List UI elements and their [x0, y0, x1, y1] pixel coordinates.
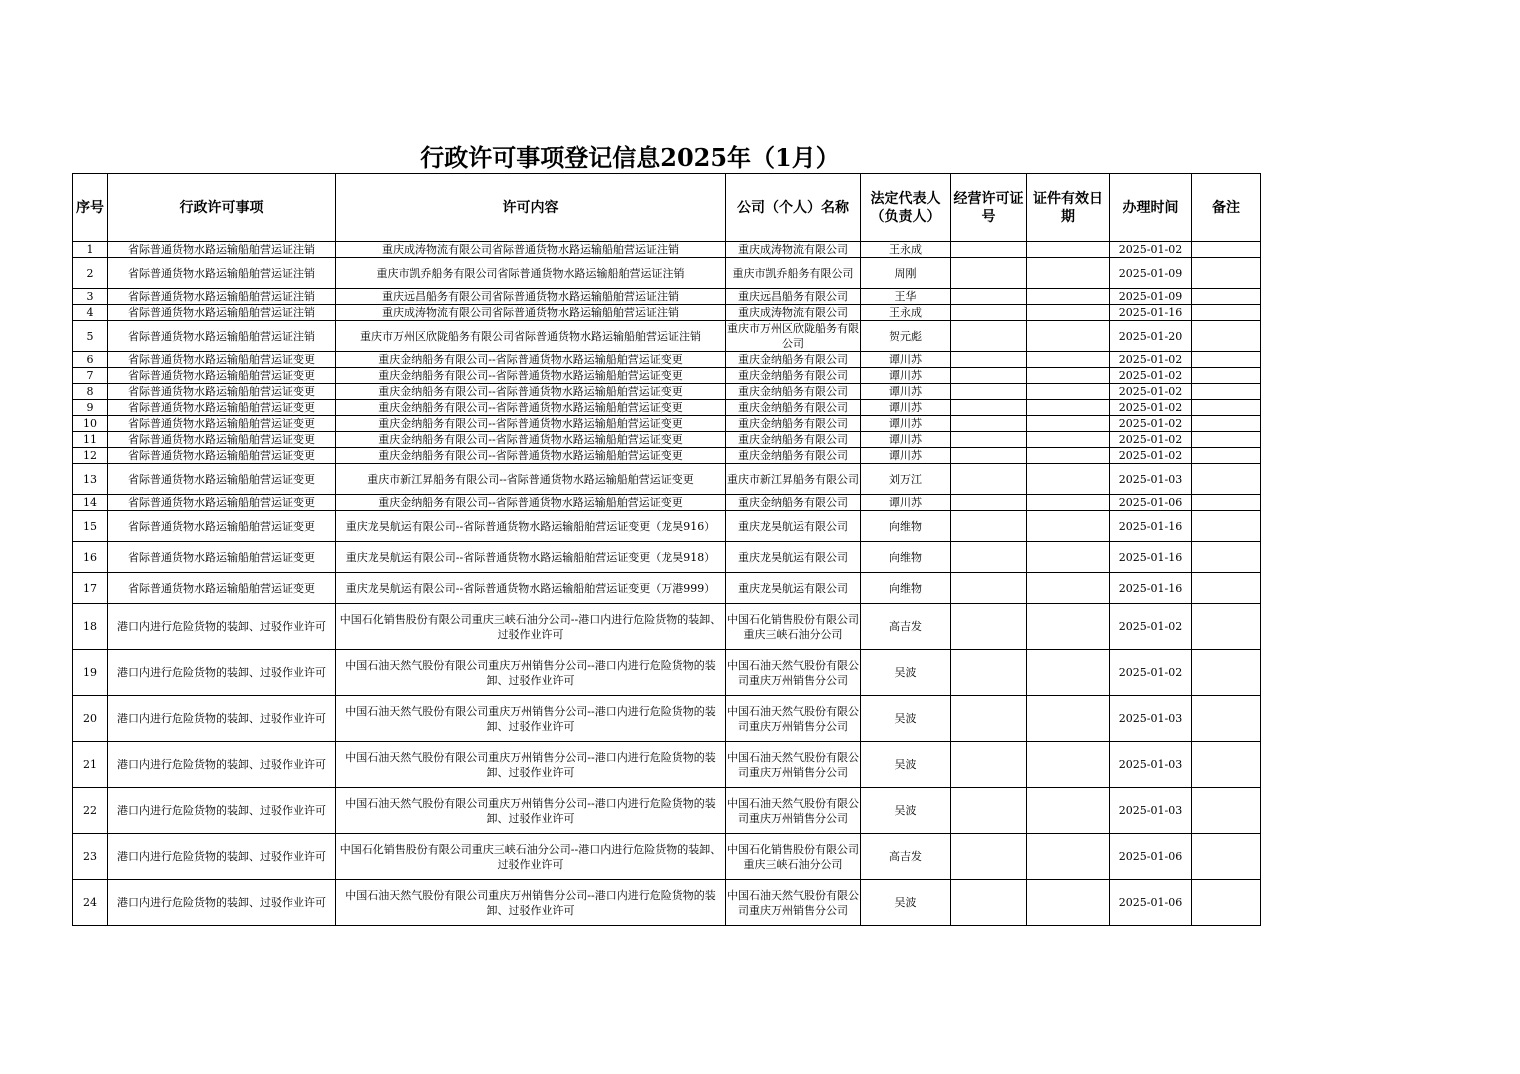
cell-representative: 谭川苏: [861, 432, 951, 448]
cell-valid-date: [1027, 289, 1110, 305]
cell-handle-date: 2025-01-02: [1110, 604, 1192, 650]
cell-representative: 王永成: [861, 242, 951, 258]
cell-representative: 王永成: [861, 305, 951, 321]
cell-handle-date: 2025-01-03: [1110, 742, 1192, 788]
cell-remark: [1192, 742, 1261, 788]
cell-handle-date: 2025-01-06: [1110, 834, 1192, 880]
cell-remark: [1192, 258, 1261, 289]
cell-license-no: [951, 880, 1027, 926]
table-row: [73, 258, 1261, 289]
cell-valid-date: [1027, 305, 1110, 321]
cell-remark: [1192, 604, 1261, 650]
cell-license-no: [951, 368, 1027, 384]
cell-permit-content: 重庆龙昊航运有限公司--省际普通货物水路运输船舶营运证变更（龙昊918）: [336, 542, 726, 573]
cell-representative: 吴波: [861, 696, 951, 742]
header-cell: 公司（个人）名称: [726, 174, 861, 242]
table-row: [73, 432, 1261, 448]
cell-number: 1: [73, 242, 108, 258]
cell-license-no: [951, 495, 1027, 511]
cell-remark: [1192, 432, 1261, 448]
header-cell: 证件有效日期: [1027, 174, 1110, 242]
cell-number: 11: [73, 432, 108, 448]
cell-valid-date: [1027, 650, 1110, 696]
cell-handle-date: 2025-01-03: [1110, 464, 1192, 495]
cell-permit-item: 港口内进行危险货物的装卸、过驳作业许可: [108, 788, 336, 834]
cell-permit-content: 重庆金纳船务有限公司--省际普通货物水路运输船舶营运证变更: [336, 448, 726, 464]
cell-remark: [1192, 511, 1261, 542]
cell-number: 19: [73, 650, 108, 696]
cell-permit-item: 省际普通货物水路运输船舶营运证变更: [108, 511, 336, 542]
cell-license-no: [951, 289, 1027, 305]
cell-permit-content: 中国石油天然气股份有限公司重庆万州销售分公司--港口内进行危险货物的装卸、过驳作业许可: [336, 696, 726, 742]
cell-number: 3: [73, 289, 108, 305]
header-cell: 办理时间: [1110, 174, 1192, 242]
cell-representative: 王华: [861, 289, 951, 305]
cell-permit-content: 重庆金纳船务有限公司--省际普通货物水路运输船舶营运证变更: [336, 400, 726, 416]
cell-handle-date: 2025-01-16: [1110, 305, 1192, 321]
cell-permit-item: 港口内进行危险货物的装卸、过驳作业许可: [108, 604, 336, 650]
table-row: [73, 242, 1261, 258]
cell-permit-item: 港口内进行危险货物的装卸、过驳作业许可: [108, 742, 336, 788]
cell-number: 5: [73, 321, 108, 352]
cell-number: 18: [73, 604, 108, 650]
cell-license-no: [951, 650, 1027, 696]
cell-permit-content: 中国石油天然气股份有限公司重庆万州销售分公司--港口内进行危险货物的装卸、过驳作业许可: [336, 788, 726, 834]
cell-handle-date: 2025-01-03: [1110, 696, 1192, 742]
cell-number: 6: [73, 352, 108, 368]
page-title: 行政许可事项登记信息2025年（1月）: [420, 143, 840, 172]
header-cell: 经营许可证号: [951, 174, 1027, 242]
table-header-row: [73, 174, 1261, 242]
cell-valid-date: [1027, 352, 1110, 368]
cell-remark: [1192, 384, 1261, 400]
cell-company: 重庆龙昊航运有限公司: [726, 542, 861, 573]
header-cell: 序号: [73, 174, 108, 242]
cell-valid-date: [1027, 384, 1110, 400]
cell-representative: 贺元彪: [861, 321, 951, 352]
cell-representative: 谭川苏: [861, 352, 951, 368]
cell-handle-date: 2025-01-09: [1110, 258, 1192, 289]
cell-permit-item: 省际普通货物水路运输船舶营运证变更: [108, 368, 336, 384]
cell-company: 中国石油天然气股份有限公司重庆万州销售分公司: [726, 788, 861, 834]
cell-representative: 吴波: [861, 880, 951, 926]
cell-representative: 高吉发: [861, 604, 951, 650]
cell-company: 重庆金纳船务有限公司: [726, 368, 861, 384]
header-cell: 许可内容: [336, 174, 726, 242]
cell-valid-date: [1027, 400, 1110, 416]
cell-permit-content: 重庆成涛物流有限公司省际普通货物水路运输船舶营运证注销: [336, 242, 726, 258]
cell-permit-content: 重庆金纳船务有限公司--省际普通货物水路运输船舶营运证变更: [336, 432, 726, 448]
table-row: [73, 289, 1261, 305]
cell-valid-date: [1027, 448, 1110, 464]
cell-valid-date: [1027, 573, 1110, 604]
cell-number: 7: [73, 368, 108, 384]
cell-remark: [1192, 542, 1261, 573]
cell-handle-date: 2025-01-02: [1110, 384, 1192, 400]
cell-handle-date: 2025-01-09: [1110, 289, 1192, 305]
cell-remark: [1192, 880, 1261, 926]
cell-permit-item: 港口内进行危险货物的装卸、过驳作业许可: [108, 834, 336, 880]
cell-permit-item: 港口内进行危险货物的装卸、过驳作业许可: [108, 650, 336, 696]
cell-license-no: [951, 352, 1027, 368]
cell-license-no: [951, 573, 1027, 604]
cell-permit-content: 重庆市新江昇船务有限公司--省际普通货物水路运输船舶营运证变更: [336, 464, 726, 495]
cell-license-no: [951, 400, 1027, 416]
table-row: [73, 542, 1261, 573]
table-body: [73, 242, 1261, 926]
cell-company: 中国石油天然气股份有限公司重庆万州销售分公司: [726, 880, 861, 926]
cell-permit-content: 重庆金纳船务有限公司--省际普通货物水路运输船舶营运证变更: [336, 495, 726, 511]
cell-number: 22: [73, 788, 108, 834]
cell-license-no: [951, 321, 1027, 352]
table-row: [73, 416, 1261, 432]
cell-remark: [1192, 464, 1261, 495]
cell-valid-date: [1027, 242, 1110, 258]
cell-company: 重庆金纳船务有限公司: [726, 448, 861, 464]
cell-remark: [1192, 368, 1261, 384]
table-row: [73, 604, 1261, 650]
cell-permit-content: 重庆金纳船务有限公司--省际普通货物水路运输船舶营运证变更: [336, 384, 726, 400]
cell-license-no: [951, 242, 1027, 258]
cell-valid-date: [1027, 495, 1110, 511]
cell-handle-date: 2025-01-02: [1110, 352, 1192, 368]
cell-permit-item: 省际普通货物水路运输船舶营运证注销: [108, 258, 336, 289]
cell-company: 中国石化销售股份有限公司重庆三峡石油分公司: [726, 834, 861, 880]
cell-license-no: [951, 742, 1027, 788]
cell-handle-date: 2025-01-16: [1110, 511, 1192, 542]
cell-company: 重庆金纳船务有限公司: [726, 432, 861, 448]
cell-license-no: [951, 788, 1027, 834]
header-cell: 法定代表人（负责人）: [861, 174, 951, 242]
table-row: [73, 834, 1261, 880]
header-cell: 行政许可事项: [108, 174, 336, 242]
cell-remark: [1192, 788, 1261, 834]
cell-valid-date: [1027, 542, 1110, 573]
cell-company: 重庆龙昊航运有限公司: [726, 511, 861, 542]
cell-remark: [1192, 495, 1261, 511]
cell-number: 16: [73, 542, 108, 573]
cell-permit-item: 省际普通货物水路运输船舶营运证注销: [108, 242, 336, 258]
cell-permit-content: 重庆市万州区欣陇船务有限公司省际普通货物水路运输船舶营运证注销: [336, 321, 726, 352]
cell-company: 重庆金纳船务有限公司: [726, 495, 861, 511]
cell-handle-date: 2025-01-02: [1110, 368, 1192, 384]
cell-company: 重庆金纳船务有限公司: [726, 416, 861, 432]
cell-number: 23: [73, 834, 108, 880]
cell-remark: [1192, 696, 1261, 742]
cell-valid-date: [1027, 788, 1110, 834]
cell-permit-content: 重庆远昌船务有限公司省际普通货物水路运输船舶营运证注销: [336, 289, 726, 305]
cell-company: 中国石化销售股份有限公司重庆三峡石油分公司: [726, 604, 861, 650]
cell-valid-date: [1027, 511, 1110, 542]
cell-permit-item: 省际普通货物水路运输船舶营运证变更: [108, 384, 336, 400]
cell-representative: 吴波: [861, 788, 951, 834]
cell-permit-content: 重庆市凯乔船务有限公司省际普通货物水路运输船舶营运证注销: [336, 258, 726, 289]
cell-permit-item: 省际普通货物水路运输船舶营运证变更: [108, 464, 336, 495]
cell-valid-date: [1027, 464, 1110, 495]
cell-valid-date: [1027, 834, 1110, 880]
cell-permit-item: 省际普通货物水路运输船舶营运证变更: [108, 448, 336, 464]
cell-handle-date: 2025-01-16: [1110, 542, 1192, 573]
cell-license-no: [951, 542, 1027, 573]
table-row: [73, 305, 1261, 321]
cell-number: 17: [73, 573, 108, 604]
cell-number: 10: [73, 416, 108, 432]
cell-license-no: [951, 448, 1027, 464]
cell-permit-item: 省际普通货物水路运输船舶营运证变更: [108, 352, 336, 368]
table-row: [73, 742, 1261, 788]
cell-handle-date: 2025-01-06: [1110, 495, 1192, 511]
cell-handle-date: 2025-01-02: [1110, 650, 1192, 696]
cell-handle-date: 2025-01-02: [1110, 242, 1192, 258]
cell-handle-date: 2025-01-02: [1110, 432, 1192, 448]
table-row: [73, 384, 1261, 400]
cell-permit-item: 省际普通货物水路运输船舶营运证注销: [108, 321, 336, 352]
cell-remark: [1192, 321, 1261, 352]
cell-handle-date: 2025-01-03: [1110, 788, 1192, 834]
cell-representative: 周刚: [861, 258, 951, 289]
cell-permit-content: 中国石油天然气股份有限公司重庆万州销售分公司--港口内进行危险货物的装卸、过驳作业许可: [336, 650, 726, 696]
cell-permit-content: 重庆金纳船务有限公司--省际普通货物水路运输船舶营运证变更: [336, 368, 726, 384]
cell-company: 重庆龙昊航运有限公司: [726, 573, 861, 604]
cell-license-no: [951, 696, 1027, 742]
cell-number: 15: [73, 511, 108, 542]
cell-permit-item: 省际普通货物水路运输船舶营运证注销: [108, 305, 336, 321]
cell-permit-content: 重庆金纳船务有限公司--省际普通货物水路运输船舶营运证变更: [336, 352, 726, 368]
cell-remark: [1192, 289, 1261, 305]
cell-license-no: [951, 384, 1027, 400]
cell-permit-content: 中国石化销售股份有限公司重庆三峡石油分公司--港口内进行危险货物的装卸、过驳作业许可: [336, 604, 726, 650]
cell-license-no: [951, 416, 1027, 432]
cell-representative: 吴波: [861, 650, 951, 696]
cell-handle-date: 2025-01-02: [1110, 400, 1192, 416]
cell-company: 重庆金纳船务有限公司: [726, 384, 861, 400]
header-cell: 备注: [1192, 174, 1261, 242]
registration-table: [72, 173, 1261, 926]
cell-permit-item: 省际普通货物水路运输船舶营运证变更: [108, 400, 336, 416]
cell-representative: 向维物: [861, 511, 951, 542]
cell-number: 2: [73, 258, 108, 289]
cell-remark: [1192, 573, 1261, 604]
cell-permit-content: 重庆金纳船务有限公司--省际普通货物水路运输船舶营运证变更: [336, 416, 726, 432]
table-row: [73, 495, 1261, 511]
cell-remark: [1192, 416, 1261, 432]
cell-remark: [1192, 400, 1261, 416]
cell-company: 重庆市凯乔船务有限公司: [726, 258, 861, 289]
cell-permit-item: 省际普通货物水路运输船舶营运证变更: [108, 416, 336, 432]
cell-permit-content: 重庆成涛物流有限公司省际普通货物水路运输船舶营运证注销: [336, 305, 726, 321]
cell-remark: [1192, 305, 1261, 321]
cell-number: 24: [73, 880, 108, 926]
cell-handle-date: 2025-01-20: [1110, 321, 1192, 352]
cell-handle-date: 2025-01-02: [1110, 416, 1192, 432]
cell-remark: [1192, 834, 1261, 880]
cell-permit-content: 重庆龙昊航运有限公司--省际普通货物水路运输船舶营运证变更（万港999）: [336, 573, 726, 604]
table-row: [73, 368, 1261, 384]
cell-representative: 谭川苏: [861, 495, 951, 511]
cell-remark: [1192, 242, 1261, 258]
cell-representative: 谭川苏: [861, 448, 951, 464]
cell-number: 13: [73, 464, 108, 495]
cell-permit-content: 中国石化销售股份有限公司重庆三峡石油分公司--港口内进行危险货物的装卸、过驳作业许可: [336, 834, 726, 880]
cell-license-no: [951, 432, 1027, 448]
cell-valid-date: [1027, 432, 1110, 448]
cell-valid-date: [1027, 742, 1110, 788]
cell-license-no: [951, 604, 1027, 650]
table-row: [73, 352, 1261, 368]
cell-company: 重庆成涛物流有限公司: [726, 242, 861, 258]
cell-permit-item: 省际普通货物水路运输船舶营运证变更: [108, 542, 336, 573]
cell-company: 重庆远昌船务有限公司: [726, 289, 861, 305]
cell-remark: [1192, 352, 1261, 368]
cell-remark: [1192, 448, 1261, 464]
cell-permit-content: 中国石油天然气股份有限公司重庆万州销售分公司--港口内进行危险货物的装卸、过驳作业许可: [336, 742, 726, 788]
cell-valid-date: [1027, 696, 1110, 742]
cell-license-no: [951, 305, 1027, 321]
cell-permit-item: 港口内进行危险货物的装卸、过驳作业许可: [108, 696, 336, 742]
cell-company: 中国石油天然气股份有限公司重庆万州销售分公司: [726, 696, 861, 742]
cell-valid-date: [1027, 321, 1110, 352]
cell-permit-item: 省际普通货物水路运输船舶营运证变更: [108, 495, 336, 511]
cell-company: 重庆市新江昇船务有限公司: [726, 464, 861, 495]
cell-representative: 谭川苏: [861, 384, 951, 400]
cell-valid-date: [1027, 880, 1110, 926]
cell-remark: [1192, 650, 1261, 696]
cell-number: 8: [73, 384, 108, 400]
cell-number: 12: [73, 448, 108, 464]
cell-representative: 向维物: [861, 573, 951, 604]
cell-representative: 刘万江: [861, 464, 951, 495]
table-row: [73, 573, 1261, 604]
cell-valid-date: [1027, 368, 1110, 384]
cell-valid-date: [1027, 604, 1110, 650]
cell-number: 14: [73, 495, 108, 511]
cell-representative: 谭川苏: [861, 368, 951, 384]
cell-company: 重庆成涛物流有限公司: [726, 305, 861, 321]
cell-representative: 向维物: [861, 542, 951, 573]
cell-number: 4: [73, 305, 108, 321]
cell-handle-date: 2025-01-02: [1110, 448, 1192, 464]
cell-number: 9: [73, 400, 108, 416]
table-row: [73, 880, 1261, 926]
cell-license-no: [951, 834, 1027, 880]
cell-license-no: [951, 258, 1027, 289]
table-row: [73, 650, 1261, 696]
table-row: [73, 696, 1261, 742]
cell-permit-content: 中国石油天然气股份有限公司重庆万州销售分公司--港口内进行危险货物的装卸、过驳作业许可: [336, 880, 726, 926]
cell-permit-item: 省际普通货物水路运输船舶营运证注销: [108, 289, 336, 305]
table-row: [73, 400, 1261, 416]
cell-company: 重庆金纳船务有限公司: [726, 352, 861, 368]
cell-number: 21: [73, 742, 108, 788]
cell-company: 中国石油天然气股份有限公司重庆万州销售分公司: [726, 650, 861, 696]
cell-representative: 谭川苏: [861, 416, 951, 432]
cell-handle-date: 2025-01-16: [1110, 573, 1192, 604]
cell-company: 中国石油天然气股份有限公司重庆万州销售分公司: [726, 742, 861, 788]
cell-company: 重庆市万州区欣陇船务有限公司: [727, 322, 859, 350]
table-row: [73, 464, 1261, 495]
table-row: [73, 511, 1261, 542]
cell-valid-date: [1027, 258, 1110, 289]
cell-valid-date: [1027, 416, 1110, 432]
cell-permit-item: 省际普通货物水路运输船舶营运证变更: [108, 432, 336, 448]
cell-representative: 谭川苏: [861, 400, 951, 416]
table-row: [73, 448, 1261, 464]
cell-permit-content: 重庆龙昊航运有限公司--省际普通货物水路运输船舶营运证变更（龙昊916）: [336, 511, 726, 542]
cell-license-no: [951, 464, 1027, 495]
cell-company: 重庆金纳船务有限公司: [726, 400, 861, 416]
table-row: [73, 788, 1261, 834]
cell-handle-date: 2025-01-06: [1110, 880, 1192, 926]
cell-permit-item: 港口内进行危险货物的装卸、过驳作业许可: [108, 880, 336, 926]
cell-number: 20: [73, 696, 108, 742]
cell-permit-item: 省际普通货物水路运输船舶营运证变更: [108, 573, 336, 604]
cell-license-no: [951, 511, 1027, 542]
cell-representative: 吴波: [861, 742, 951, 788]
table-row: [73, 321, 1261, 352]
cell-representative: 高吉发: [861, 834, 951, 880]
